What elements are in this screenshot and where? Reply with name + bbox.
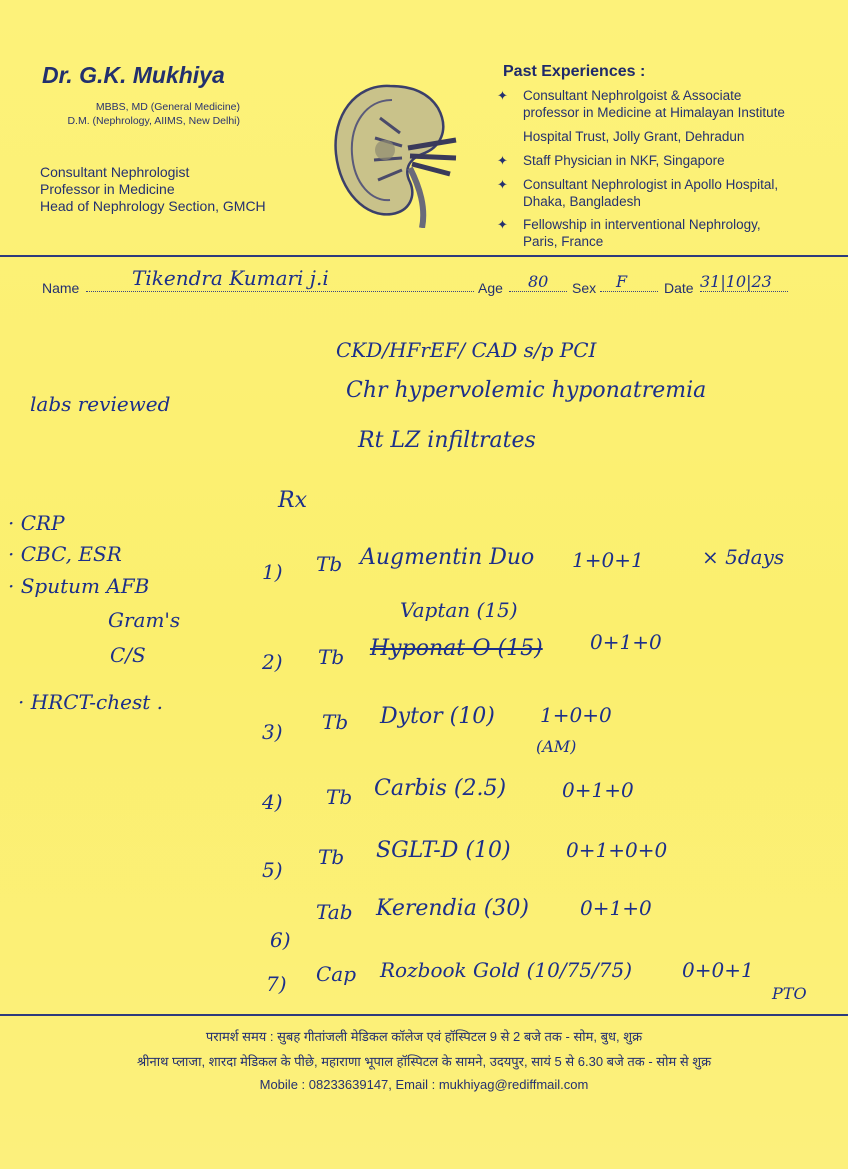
clinic-address-line: श्रीनाथ प्लाजा, शारदा मेडिकल के पीछे, महाराणा भूपाल हॉस्पिटल के सामने, उदयपुर, सायं 5 से 6.30 बजे तक - सोम से शुक्र — [136, 1054, 712, 1069]
experience-item: ✦ Consultant Nephrologist in Apollo Hospital, Dhaka, Bangladesh — [497, 177, 779, 209]
qualification-line: MBBS, MD (General Medicine) — [95, 101, 240, 113]
rx-drug: Hyponat-O (15) — [370, 636, 543, 661]
rx-drug: Augmentin Duo — [360, 545, 535, 570]
rx-number: 1) — [262, 560, 283, 584]
rx-form: Tb — [322, 710, 349, 734]
star-icon: ✦ — [497, 88, 508, 103]
rx-form: Tb — [326, 785, 353, 809]
rx-dose: 0+0+1 — [682, 958, 754, 982]
star-icon: ✦ — [497, 217, 508, 232]
date-label: Date — [664, 280, 694, 296]
rx-drug: Kerendia (30) — [376, 896, 529, 921]
rx-number: 3) — [262, 720, 283, 744]
contact-line: Mobile : 08233639147, Email : mukhiyag@rediffmail.com — [259, 1077, 589, 1092]
rx-dose: 0+1+0 — [562, 778, 634, 802]
investigation-item: · Sputum AFB — [8, 574, 150, 598]
rx-number: 4) — [262, 790, 283, 814]
qualification-line: D.M. (Nephrology, AIIMS, New Delhi) — [67, 115, 240, 127]
rx-number: 5) — [262, 858, 283, 882]
rx-drug: Carbis (2.5) — [374, 776, 507, 801]
labs-reviewed-note: labs reviewed — [30, 392, 171, 416]
experience-item: ✦ Consultant Nephrolgoist & Associate professor in Medicine at Himalayan Institute — [497, 88, 785, 120]
role-line: Head of Nephrology Section, GMCH — [40, 198, 266, 214]
footer-divider — [0, 1014, 848, 1016]
past-experiences-title: Past Experiences : — [503, 63, 646, 80]
investigation-item: Gram's — [108, 608, 181, 632]
rx-symbol: Rx — [278, 488, 307, 513]
name-label: Name — [42, 280, 80, 296]
diagnosis-line: Chr hypervolemic hyponatremia — [346, 378, 707, 403]
date-value: 31|10|23 — [700, 272, 772, 291]
kidney-illustration — [330, 78, 460, 228]
investigation-item: · HRCT-chest . — [18, 690, 163, 714]
sex-label: Sex — [572, 280, 597, 296]
experience-item: Hospital Trust, Jolly Grant, Dehradun — [523, 129, 745, 144]
rx-replacement-drug: Vaptan (15) — [400, 598, 518, 622]
consultation-hours-line: परामर्श समय : सुबह गीतांजली मेडिकल कॉलेज एवं हॉस्पिटल 9 से 2 बजे तक - सोम, बुध, शुक्र — [205, 1029, 643, 1044]
name-dotted-line — [86, 291, 474, 292]
rx-form: Tb — [316, 552, 343, 576]
rx-number: 7) — [266, 972, 287, 996]
rx-dose: 1+0+0 — [540, 703, 612, 727]
rx-drug: Dytor (10) — [380, 704, 495, 729]
role-line: Professor in Medicine — [40, 181, 175, 197]
investigation-item: C/S — [110, 643, 146, 667]
rx-number: 6) — [270, 928, 291, 952]
investigation-item: · CRP — [8, 511, 65, 535]
sex-dotted-line — [600, 291, 658, 292]
rx-drug: SGLT-D (10) — [376, 838, 511, 863]
header-divider — [0, 255, 848, 257]
star-icon: ✦ — [497, 153, 508, 168]
rx-drug: Rozbook Gold (10/75/75) — [380, 958, 633, 982]
rx-form: Tab — [316, 900, 353, 924]
rx-form: Tb — [318, 845, 345, 869]
diagnosis-line: Rt LZ infiltrates — [358, 428, 536, 453]
doctor-name: Dr. G.K. Mukhiya — [42, 62, 225, 88]
rx-dose: 0+1+0 — [590, 630, 662, 654]
role-line: Consultant Nephrologist — [40, 164, 190, 180]
pto-note: PTO — [772, 984, 807, 1003]
diagnosis-line: CKD/HFrEF/ CAD s/p PCI — [336, 338, 597, 362]
rx-form: Cap — [316, 962, 357, 986]
experience-item: ✦ Fellowship in interventional Nephrology, Paris, France — [497, 217, 761, 249]
rx-duration: × 5days — [702, 545, 785, 569]
age-dotted-line — [509, 291, 567, 292]
age-value: 80 — [528, 272, 549, 291]
rx-dose: 0+1+0 — [580, 896, 652, 920]
date-dotted-line — [700, 291, 788, 292]
patient-name: Tikendra Kumari j.i — [132, 266, 329, 290]
age-label: Age — [478, 280, 503, 296]
rx-dose: 1+0+1 — [572, 548, 644, 572]
rx-timing-note: (AM) — [536, 737, 577, 756]
rx-form: Tb — [318, 645, 345, 669]
experience-item: ✦ Staff Physician in NKF, Singapore — [497, 153, 725, 168]
star-icon: ✦ — [497, 177, 508, 192]
investigation-item: · CBC, ESR — [8, 542, 122, 566]
rx-number: 2) — [262, 650, 283, 674]
rx-dose: 0+1+0+0 — [566, 838, 668, 862]
sex-value: F — [616, 272, 628, 291]
